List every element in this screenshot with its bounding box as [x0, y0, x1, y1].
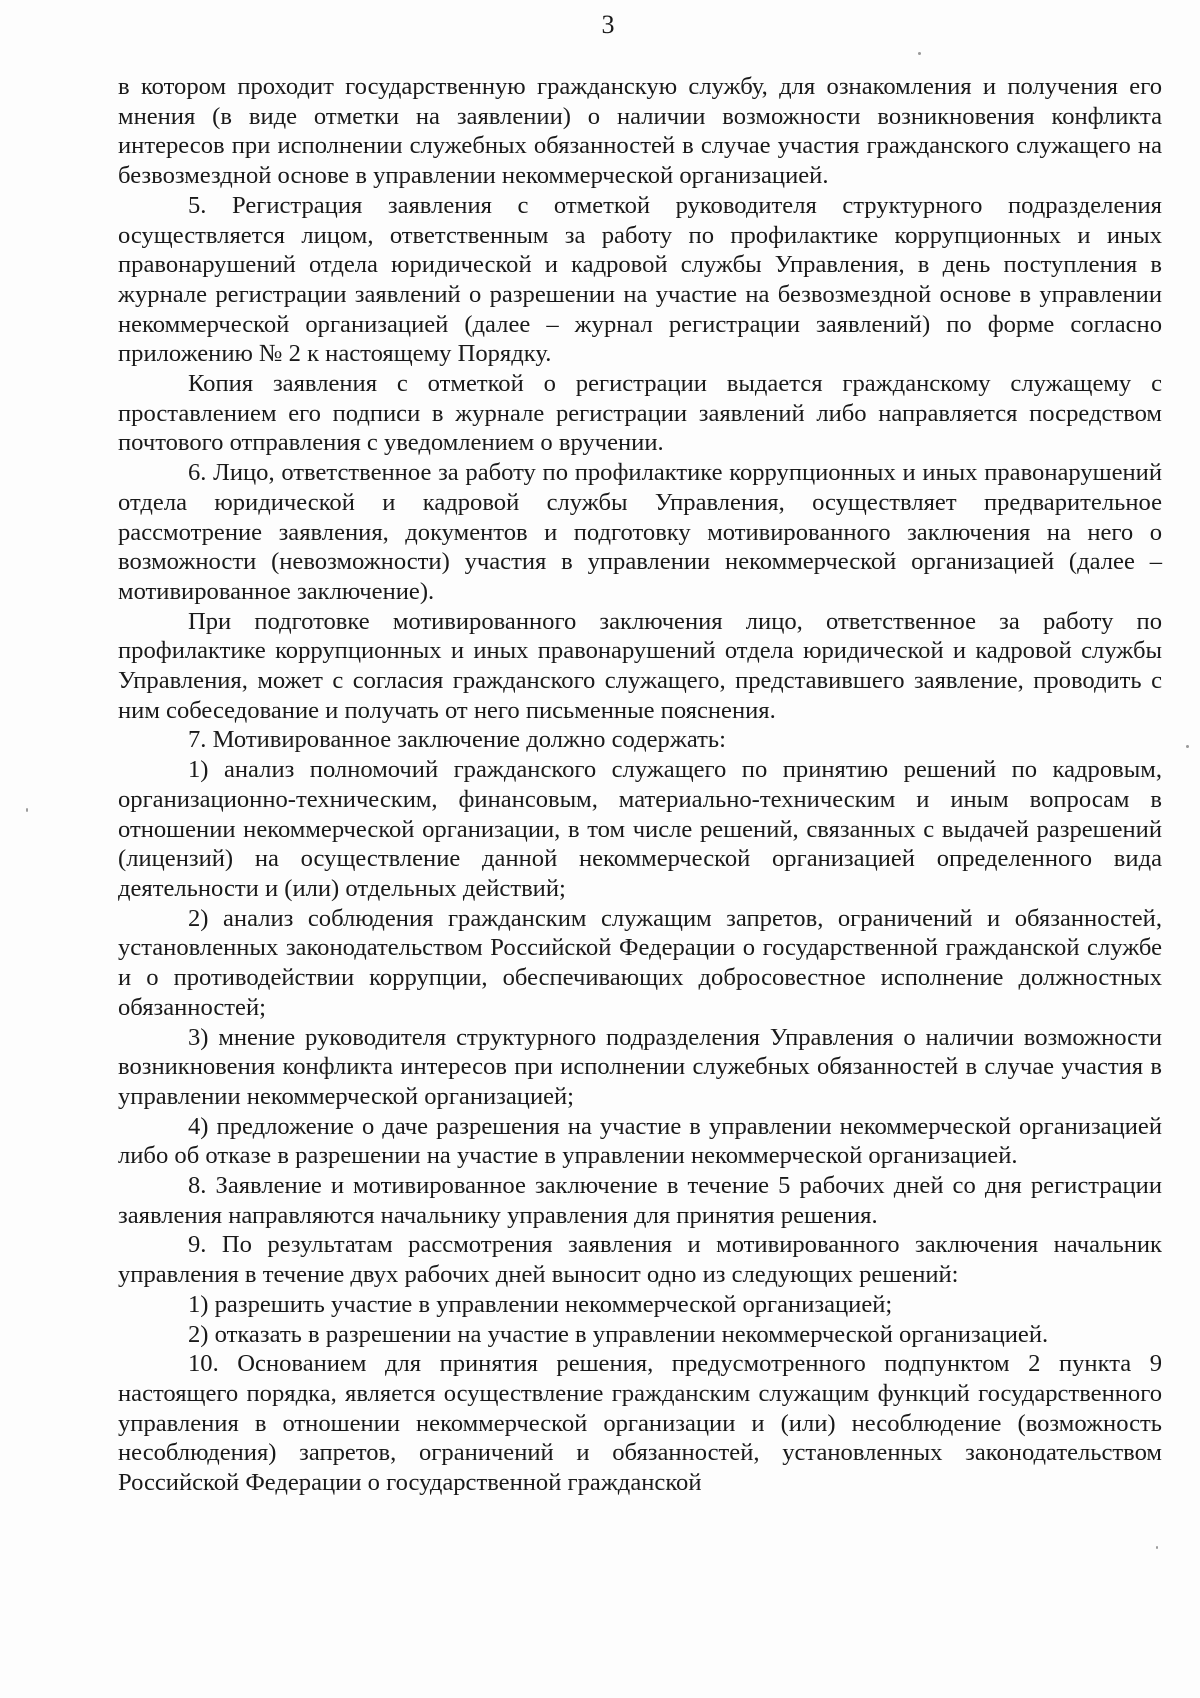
scan-speck: [26, 808, 28, 812]
paragraph: При подготовке мотивированного заключения лицо, ответственное за работу по профилактике коррупционных и иных правонарушений отдела юридической и кадровой службы Управления, может с согласия гражданского служащего, представившего заявление, проводить с ним собеседование и получать от него письменные пояснения.: [118, 607, 1162, 724]
paragraph: 1) разрешить участие в управлении некоммерческой организацией;: [188, 1290, 893, 1318]
paragraph: 1) анализ полномочий гражданского служащего по принятию решений по кадровым, организационно-техническим, финансовым, материально-техническим и иным вопросам в отношении некоммерческой организации, в том числе решений, связанных с выдачей разрешений (лицензий) на осуществление данной некоммерческой организацией определенного вида деятельности и (или) отдельных действий;: [118, 756, 1162, 902]
paragraph: 10. Основанием для принятия решения, предусмотренного подпунктом 2 пункта 9 настоящего порядка, является осуществление гражданским служащим функций государственного управления в отношении некоммерческой организации и (или) несоблюдение (возможность несоблюдения) запретов, ограничений и обязанностей, установленных законодательством Российской Федерации о государственной гражданской: [118, 1350, 1162, 1497]
paragraph: 6. Лицо, ответственное за работу по профилактике коррупционных и иных правонарушений отдела юридической и кадровой службы Управления, осуществляет предварительное рассмотрение заявления, документов и подготовку мотивированного заключения на него о возможности (невозможности) участия в управлении некоммерческой организацией (далее – мотивированное заключение).: [118, 459, 1162, 605]
scan-speck: [1186, 745, 1189, 748]
paragraph: 7. Мотивированное заключение должно содержать:: [188, 726, 726, 754]
scan-speck: [1156, 1546, 1158, 1549]
paragraph: 2) отказать в разрешении на участие в управлении некоммерческой организацией.: [188, 1320, 1049, 1348]
scan-speck: [918, 52, 921, 55]
document-body: [118, 72, 1162, 1498]
paragraph: 4) предложение о даче разрешения на участие в управлении некоммерческой организацией либо об отказе в разрешении на участие в управлении некоммерческой организацией.: [118, 1112, 1162, 1170]
paragraph: в котором проходит государственную гражданскую службу, для ознакомления и получения его мнения (в виде отметки на заявлении) о наличии возможности возникновения конфликта интересов при исполнении служебных обязанностей в случае участия гражданского служащего на безвозмездной основе в управлении некоммерческой организацией.: [118, 73, 1162, 190]
paragraph: 2) анализ соблюдения гражданским служащим запретов, ограничений и обязанностей, установленных законодательством Российской Федерации о государственной гражданской службе и о противодействии коррупции, обеспечивающих добросовестное исполнение должностных обязанностей;: [118, 904, 1162, 1021]
paragraph: 3) мнение руководителя структурного подразделения Управления о наличии возможности возникновения конфликта интересов при исполнении служебных обязанностей в случае участия в управлении некоммерческой организацией;: [118, 1023, 1162, 1110]
page-number: 3: [601, 10, 615, 39]
paragraph: 8. Заявление и мотивированное заключение в течение 5 рабочих дней со дня регистрации заявления направляются начальнику управления для принятия решения.: [118, 1172, 1162, 1229]
paragraph: 9. По результатам рассмотрения заявления и мотивированного заключения начальник управления в течение двух рабочих дней выносит одно из следующих решений:: [118, 1231, 1162, 1289]
paragraph: 5. Регистрация заявления с отметкой руководителя структурного подразделения осуществляется лицом, ответственным за работу по профилактике коррупционных и иных правонарушений отдела юридической и кадровой службы Управления, в день поступления в журнале регистрации заявлений о разрешении на участие на безвозмездной основе в управлении некоммерческой организацией (далее – журнал регистрации заявлений) по форме согласно приложению № 2 к настоящему Порядку.: [118, 191, 1162, 368]
paragraph: Копия заявления с отметкой о регистрации выдается гражданскому служащему с проставлением его подписи в журнале регистрации заявлений либо направляется посредством почтового отправления с уведомлением о вручении.: [118, 370, 1162, 457]
